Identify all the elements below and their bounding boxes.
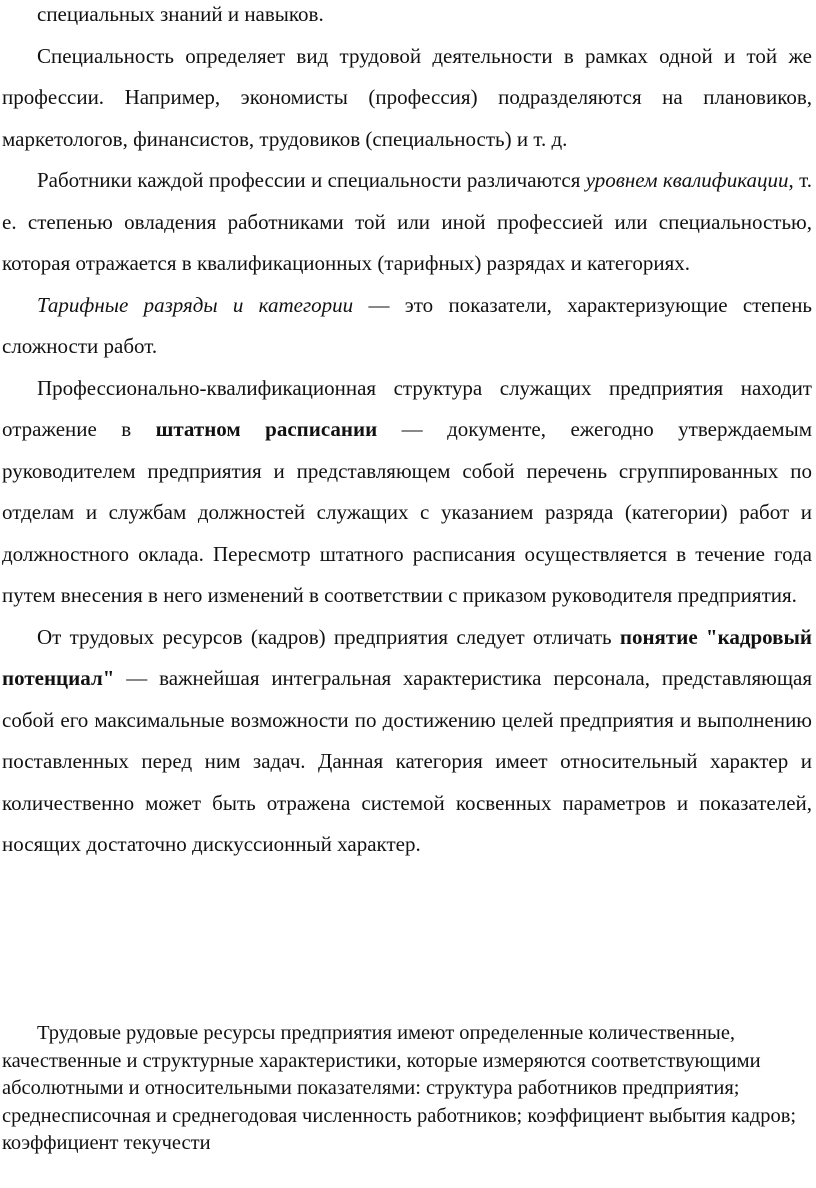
paragraph-tariff-grades <box>2 285 812 368</box>
paragraph-staffing-table <box>2 368 812 617</box>
paragraph-text-before: От трудовых ресурсов (кадров) предприятия следует отличать <box>37 624 620 649</box>
paragraph-text-after: — важнейшая интегральная характеристика персонала, представляющая собой его максимальные возможности по достижению целей предприятия и выполнению поставленных перед ним задач. Данная категория имеет относительный характер и количественно может быть отражена системой косвенных параметров и показателей, носящих достаточно дискуссионный характер. <box>2 666 812 856</box>
paragraph-text-before: Работники каждой профессии и специальности различаются <box>37 168 586 192</box>
paragraph-continuation <box>2 0 812 36</box>
paragraph-text: специальных знаний и навыков. <box>37 2 324 26</box>
main-text <box>2 0 812 866</box>
term-staffing-table: штатном расписании <box>155 417 378 441</box>
tail-text <box>2 1020 814 1158</box>
paragraph-personnel-potential <box>2 617 812 866</box>
term-qualification-level: уровнем квалификации <box>585 168 789 192</box>
term-tariff-grades: Тарифные разряды и категории <box>37 292 354 317</box>
paragraph-text-after: , т. е. степенью овладения работниками той или иной профессией или специальностью, которая отражается в квалификационных (тарифных) разрядах и категориях. <box>2 168 812 275</box>
paragraph-text-after: — это показатели, характеризующие степень сложности работ. <box>2 292 813 358</box>
paragraph-text: Трудовые рудовые ресурсы предприятия имеют определенные количественные, качественные и структурные характеристики, которые измеряются соответствующими абсолютными и относительными показателями: структура работников предприятия; среднесписочная и среднегодовая численность работников; коэффициент выбытия кадров; коэффициент текучести <box>2 1022 797 1154</box>
term-personnel-potential: понятие "кадровый потенциал" <box>2 624 812 690</box>
paragraph-qualification <box>2 160 812 285</box>
paragraph-text-after: — документе, ежегодно утверждаемым руководителем предприятия и представляющем собой перечень сгруппированных по отделам и службам должностей служащих с указанием разряда (категории) работ и должностного оклада. Пересмотр штатного расписания осуществляется в течение года путем внесения в него изменений в соответствии с приказом руководителя предприятия. <box>2 417 812 607</box>
paragraph-labor-resources <box>2 1020 814 1158</box>
paragraph-text-before: Профессионально-квалификационная структура служащих предприятия находит отражение в <box>2 375 812 441</box>
paragraph-specialty <box>2 36 812 161</box>
paragraph-text: Специальность определяет вид трудовой деятельности в рамках одной и той же профессии. Например, экономисты (профессия) подразделяются на плановиков, маркетологов, финансистов, трудовиков (специальность) и т. д. <box>2 43 812 151</box>
